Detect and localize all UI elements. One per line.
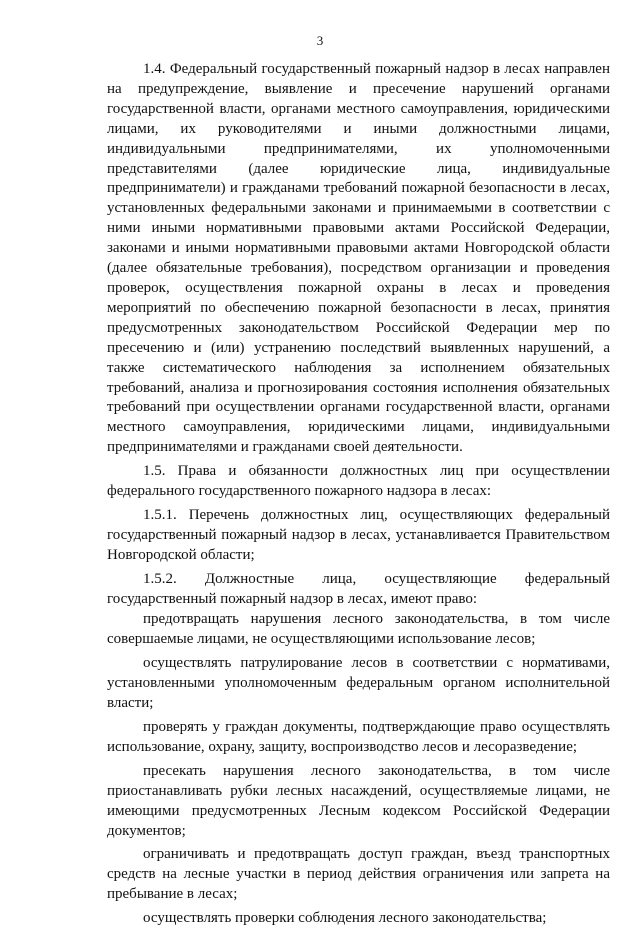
right-item-restrict-access: ограничивать и предотвращать доступ граждан, въезд транспортных средств на лесные участки в период действия ограничения или запрета на пребывание в лесах; (107, 846, 610, 903)
right-item-prevent-violations: предотвращать нарушения лесного законодательства, в том числе совершаемые лицами, не осуществляющими использование лесов; (107, 611, 610, 648)
right-item-check-documents: проверять у граждан документы, подтверждающие право осуществлять использование, охрану, защиту, воспроизводство лесов и лесоразведение; (107, 719, 610, 755)
document-body (107, 60, 610, 933)
right-item-patrol-forests: осуществлять патрулирование лесов в соответствии с нормативами, установленными уполномоченным федеральным органом исполнительной власти; (107, 655, 610, 712)
paragraph-1-5-2: 1.5.2. Должностные лица, осуществляющие федеральный государственный пожарный надзор в лесах, имеют право: (107, 570, 610, 607)
paragraph-1-5-1: 1.5.1. Перечень должностных лиц, осуществляющих федеральный государственный пожарный надзор в лесах, устанавливается Правительством Новгородской области; (107, 506, 610, 563)
paragraph-1-4: 1.4. Федеральный государственный пожарный надзор в лесах направлен на предупреждение, выявление и пресечение нарушений органами государственной власти, органами местного самоуправления, юридическими лицами, их руководителями и иными должностными лицами, индивидуальными предпринимателями, их уполномоченными представителями (далее юридические лица, индивидуальные предприниматели) и гражданами требований пожарной безопасности в лесах, установленных федеральными законами и принимаемыми в соответствии с ними иными нормативными правовыми актами Российской Федерации, законами и иными нормативными правовыми актами Новгородской области (далее обязательные требования), посредством организации и проведения проверок, осуществления пожарной охраны в лесах и проведения мероприятий по обеспечению пожарной безопасности в лесах, принятия предусмотренных законодательством Российской Федерации мер по пресечению и (или) устранению последствий выявленных нарушений, а также систематического наблюдения за исполнением обязательных требований, анализа и прогнозирования состояния исполнения обязательных требований при осуществлении органами государственной власти, органами местного самоуправления, юридическими лицами, индивидуальными предпринимателями и гражданами своей деятельности. (107, 61, 610, 456)
page-number: 3 (316, 33, 324, 48)
right-item-stop-violations: пресекать нарушения лесного законодательства, в том числе приостанавливать рубки лесных насаждений, осуществляемые лицами, не имеющими предусмотренных Лесным кодексом Российской Федерации документов; (107, 762, 610, 839)
right-item-inspections: осуществлять проверки соблюдения лесного законодательства; (143, 910, 547, 927)
paragraph-1-5: 1.5. Права и обязанности должностных лиц при осуществлении федерального государственного пожарного надзора в лесах: (107, 463, 610, 500)
